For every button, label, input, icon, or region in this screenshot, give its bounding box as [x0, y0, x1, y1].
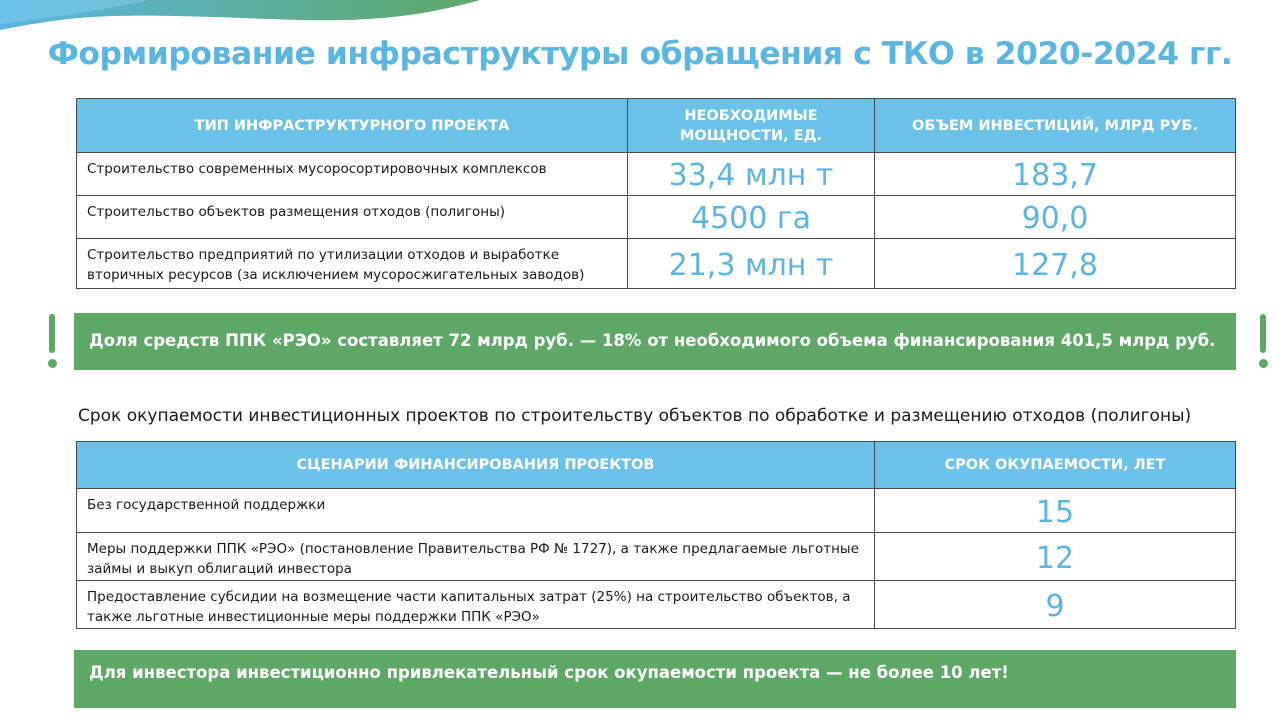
exclamation-left-icon	[45, 314, 59, 370]
table-row	[77, 533, 1236, 581]
table-header-row	[77, 442, 1236, 489]
project-type-cell: Строительство объектов размещения отходов (полигоны)	[77, 196, 628, 239]
exclamation-right-icon	[1256, 314, 1270, 370]
infrastructure-table	[76, 98, 1236, 289]
payback-subtitle: Срок окупаемости инвестиционных проектов по строительству объектов по обработке и размещению отходов (полигоны)	[78, 406, 1192, 426]
column-header-payback: СРОК ОКУПАЕМОСТИ, ЛЕТ	[875, 442, 1236, 489]
investment-value: 183,7	[875, 153, 1236, 196]
investment-value: 90,0	[875, 196, 1236, 239]
scenario-cell: Предоставление субсидии на возмещение части капитальных затрат (25%) на строительство объектов, а также льготные инвестиционные меры поддержки ППК «РЭО»	[77, 581, 875, 629]
column-header-capacity: НЕОБХОДИМЫЕ МОЩНОСТИ, ЕД.	[628, 99, 875, 153]
table-row	[77, 239, 1236, 289]
table-header-row	[77, 99, 1236, 153]
table-row	[77, 489, 1236, 533]
project-type-cell: Строительство современных мусоросортировочных комплексов	[77, 153, 628, 196]
payback-years-value: 12	[875, 533, 1236, 581]
payback-table	[76, 441, 1236, 629]
scenario-cell: Без государственной поддержки	[77, 489, 875, 533]
funding-note-banner: Доля средств ППК «РЭО» составляет 72 млрд руб. — 18% от необходимого объема финансирования 401,5 млрд руб.	[74, 313, 1236, 370]
page-title: Формирование инфраструктуры обращения с ТКО в 2020-2024 гг.	[47, 36, 1233, 72]
column-header-project-type: ТИП ИНФРАСТРУКТУРНОГО ПРОЕКТА	[77, 99, 628, 153]
column-header-scenario: СЦЕНАРИИ ФИНАНСИРОВАНИЯ ПРОЕКТОВ	[77, 442, 875, 489]
capacity-value: 33,4 млн т	[628, 153, 875, 196]
column-header-investment: ОБЪЕМ ИНВЕСТИЦИЙ, МЛРД РУБ.	[875, 99, 1236, 153]
investor-note-banner: Для инвестора инвестиционно привлекательный срок окупаемости проекта — не более 10 лет!	[74, 650, 1236, 708]
project-type-cell: Строительство предприятий по утилизации отходов и выработке вторичных ресурсов (за исключением мусоросжигательных заводов)	[77, 239, 628, 289]
capacity-value: 21,3 млн т	[628, 239, 875, 289]
capacity-value: 4500 га	[628, 196, 875, 239]
table-row	[77, 581, 1236, 629]
payback-years-value: 15	[875, 489, 1236, 533]
investment-value: 127,8	[875, 239, 1236, 289]
scenario-cell: Меры поддержки ППК «РЭО» (постановление Правительства РФ № 1727), а также предлагаемые льготные займы и выкуп облигаций инвестора	[77, 533, 875, 581]
decorative-wave	[0, 0, 500, 40]
payback-years-value: 9	[875, 581, 1236, 629]
table-row	[77, 153, 1236, 196]
table-row	[77, 196, 1236, 239]
